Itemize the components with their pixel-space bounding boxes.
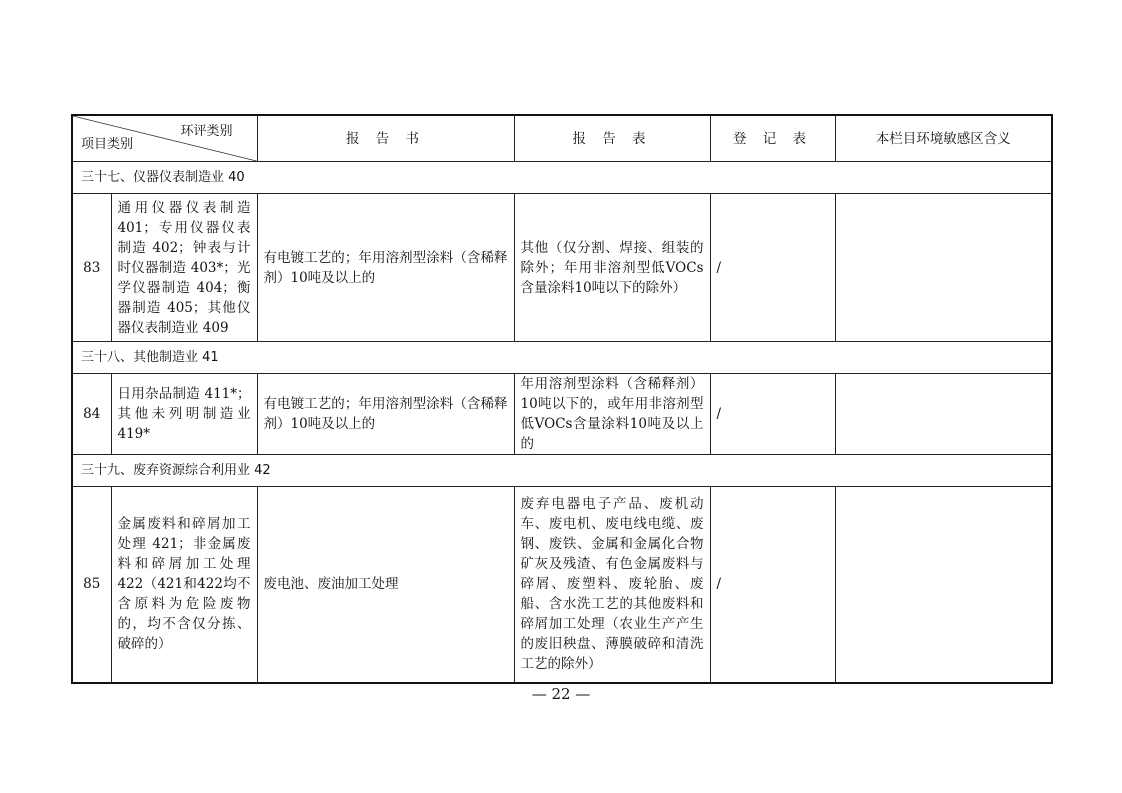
registration-criteria: / bbox=[710, 374, 835, 455]
header-report-form: 报 告 表 bbox=[514, 115, 710, 162]
project-category: 日用杂品制造 411*；其他未列明制造业 419* bbox=[111, 374, 257, 455]
report-form-criteria: 年用溶剂型涂料（含稀释剂）10吨以下的，或年用非溶剂型低VOCs含量涂料10吨及以上的 bbox=[514, 374, 710, 455]
table-row bbox=[72, 374, 1052, 455]
header-eia-category: 环评类别 bbox=[180, 124, 233, 139]
diagonal-header-cell bbox=[72, 115, 257, 162]
section-title: 三十九、废弃资源综合利用业 42 bbox=[72, 455, 1052, 487]
section-row bbox=[72, 342, 1052, 374]
table-row bbox=[72, 194, 1052, 342]
report-form-criteria: 废弃电器电子产品、废机动车、废电机、废电线电缆、废钢、废铁、金属和金属化合物矿灰及残渣、有色金属废料与碎屑、废塑料、废轮胎、废船、含水洗工艺的其他废料和碎屑加工处理（农业生产产生的废旧秧盘、薄膜破碎和清洗工艺的除外） bbox=[514, 487, 710, 683]
section-title: 三十八、其他制造业 41 bbox=[72, 342, 1052, 374]
project-category: 通用仪器仪表制造 401；专用仪器仪表制造 402；钟表与计时仪器制造 403*；光学仪器制造 404；衡器制造 405；其他仪器仪表制造业 409 bbox=[111, 194, 257, 342]
header-registration-form: 登 记 表 bbox=[710, 115, 835, 162]
classification-table bbox=[71, 114, 1053, 684]
section-row bbox=[72, 162, 1052, 194]
registration-criteria: / bbox=[710, 487, 835, 683]
section-title: 三十七、仪器仪表制造业 40 bbox=[72, 162, 1052, 194]
header-project-category: 项目类别 bbox=[81, 137, 134, 152]
row-number: 84 bbox=[72, 374, 111, 455]
section-row bbox=[72, 455, 1052, 487]
report-book-criteria: 废电池、废油加工处理 bbox=[257, 487, 514, 683]
header-report-book: 报 告 书 bbox=[257, 115, 514, 162]
sensitive-area-definition bbox=[835, 194, 1052, 342]
report-form-criteria: 其他（仅分割、焊接、组装的除外；年用非溶剂型低VOCs含量涂料10吨以下的除外） bbox=[514, 194, 710, 342]
report-book-criteria: 有电镀工艺的；年用溶剂型涂料（含稀释剂）10吨及以上的 bbox=[257, 194, 514, 342]
header-sensitive-area: 本栏目环境敏感区含义 bbox=[835, 115, 1052, 162]
sensitive-area-definition bbox=[835, 374, 1052, 455]
page-number: — 22 — bbox=[531, 685, 591, 703]
row-number: 85 bbox=[72, 487, 111, 683]
header-row bbox=[72, 115, 1052, 162]
project-category: 金属废料和碎屑加工处理 421；非金属废料和碎屑加工处理 422（421和422均不含原料为危险废物的，均不含仅分拣、破碎的） bbox=[111, 487, 257, 683]
row-number: 83 bbox=[72, 194, 111, 342]
sensitive-area-definition bbox=[835, 487, 1052, 683]
table-row bbox=[72, 487, 1052, 683]
registration-criteria: / bbox=[710, 194, 835, 342]
report-book-criteria: 有电镀工艺的；年用溶剂型涂料（含稀释剂）10吨及以上的 bbox=[257, 374, 514, 455]
